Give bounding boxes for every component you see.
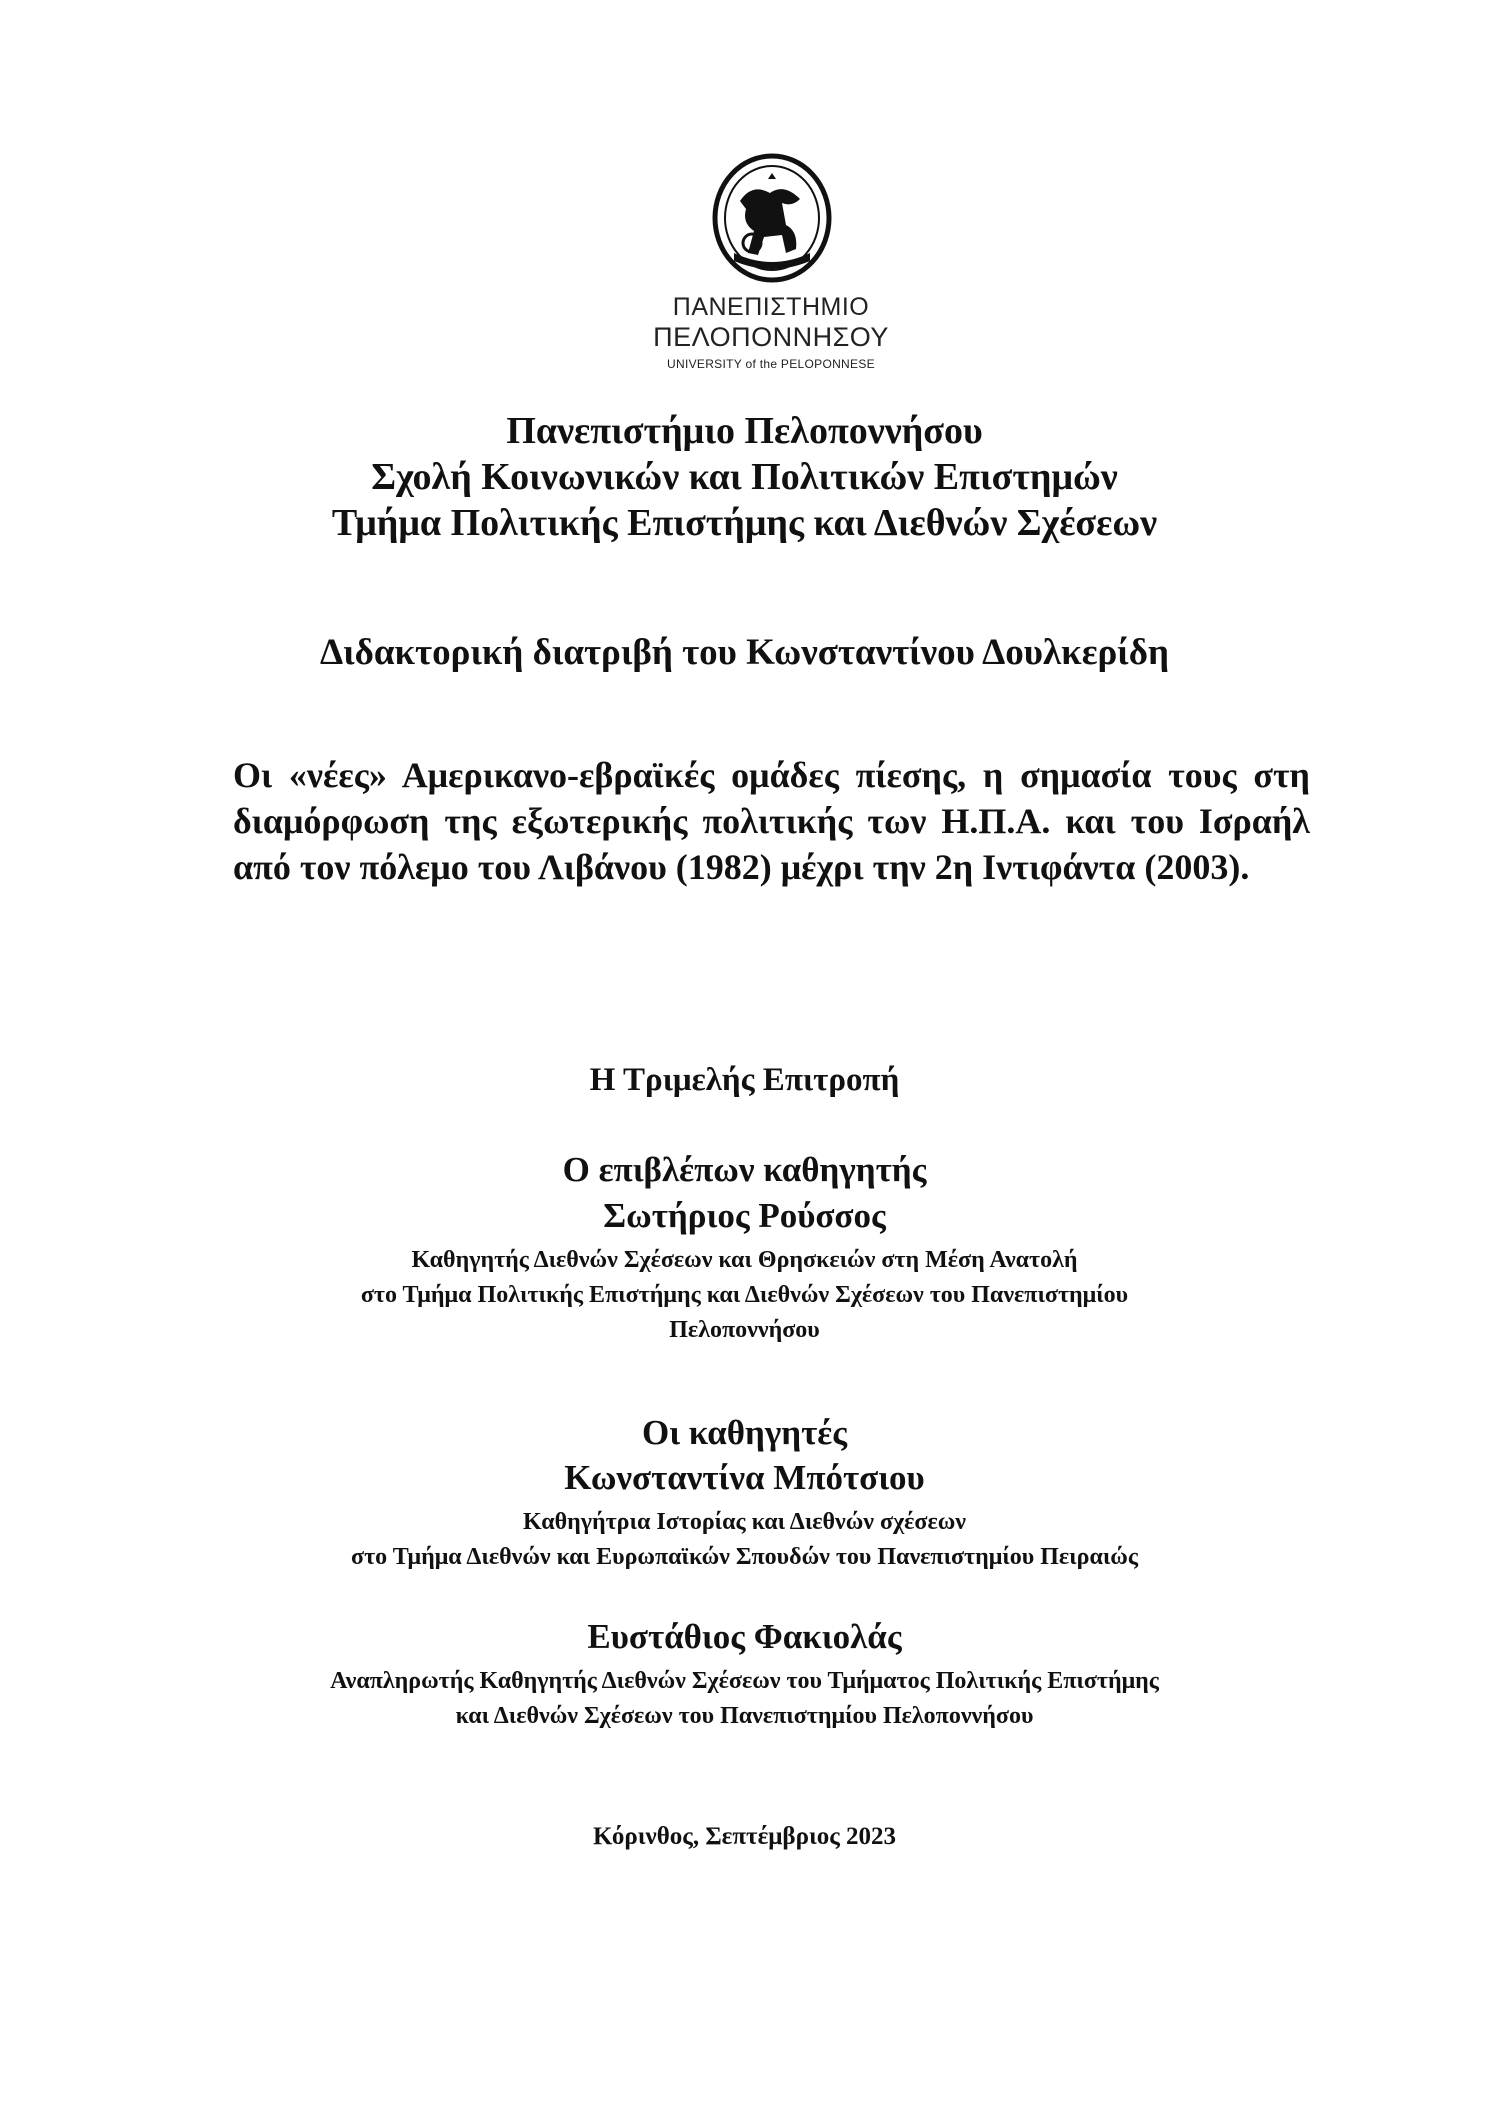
member2-name: Ευστάθιος Φακιολάς	[587, 1617, 902, 1656]
members-role: Οι καθηγητές	[641, 1413, 848, 1452]
member1-desc-line2: στο Τμήμα Διεθνών και Ευρωπαϊκών Σπουδών του Πανεπιστημίου Πειραιώς	[351, 1544, 1138, 1570]
university-name: Πανεπιστήμιο Πελοποννήσου	[506, 410, 983, 452]
supervisor-role: Ο επιβλέπων καθηγητής	[562, 1150, 927, 1189]
thesis-title: Οι «νέες» Αμερικανο-εβραϊκές ομάδες πίεσης, η σημασία τους στη διαμόρφωση της εξωτερικής πολιτικής των Η.Π.Α. και του Ισραήλ από τον πόλεμο του Λιβάνου (1982) μέχρι την 2η Ιντιφάντα (2003).	[233, 755, 1310, 887]
logo-name-greek-line1: ΠΑΝΕΠΙΣΤΗΜΙΟ	[672, 293, 870, 321]
department-name: Τμήμα Πολιτικής Επιστήμης και Διεθνών Σχέσεων	[331, 502, 1158, 544]
institution-block	[0, 408, 1489, 546]
member1-name: Κωνσταντίνα Μπότσιου	[564, 1458, 925, 1497]
logo-name-greek-line2: ΠΕΛΟΠΟΝΝΗΣΟΥ	[653, 322, 889, 352]
member2-desc-line1: Αναπληρωτής Καθηγητής Διεθνών Σχέσεων του Τμήματος Πολιτικής Επιστήμης	[330, 1668, 1159, 1694]
thesis-author-line: Διδακτορική διατριβή του Κωνσταντίνου Δουλκερίδη	[319, 632, 1169, 673]
owl-horse-seal-icon	[712, 153, 832, 283]
supervisor-desc-line3: Πελοποννήσου	[669, 1317, 820, 1343]
logo-name-english: UNIVERSITY of the PELOPONNESE	[667, 357, 875, 371]
member2-desc-line2: και Διεθνών Σχέσεων του Πανεπιστημίου Πελοποννήσου	[455, 1703, 1034, 1729]
supervisor-desc-line2: στο Τμήμα Πολιτικής Επιστήμης και Διεθνών Σχέσεων του Πανεπιστημίου	[360, 1282, 1129, 1308]
member1-desc-line1: Καθηγήτρια Ιστορίας και Διεθνών σχέσεων	[523, 1509, 966, 1535]
supervisor-name: Σωτήριος Ρούσσος	[603, 1196, 886, 1235]
committee-heading: Η Τριμελής Επιτροπή	[589, 1062, 900, 1098]
school-name: Σχολή Κοινωνικών και Πολιτικών Επιστημών	[371, 456, 1118, 498]
place-date: Κόρινθος, Σεπτέμβριος 2023	[592, 1823, 897, 1850]
supervisor-desc-line1: Καθηγητής Διεθνών Σχέσεων και Θρησκειών στη Μέση Ανατολή	[411, 1247, 1078, 1273]
